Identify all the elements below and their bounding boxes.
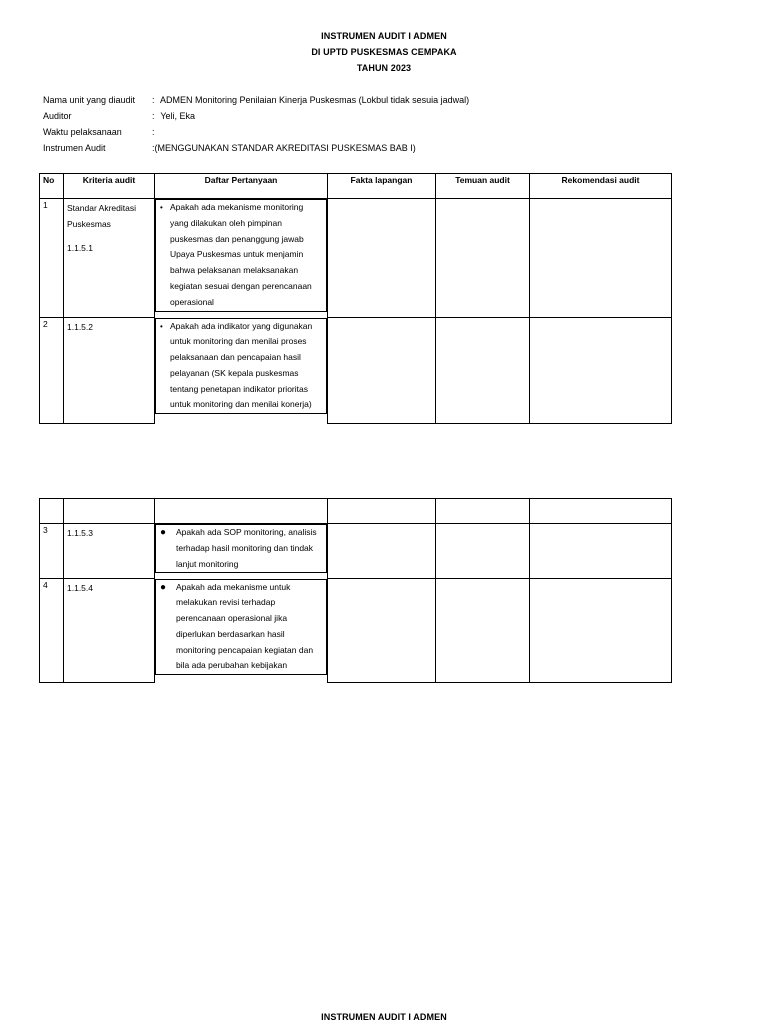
row-kriteria (64, 579, 155, 683)
header-temuan: Temuan audit (436, 174, 530, 199)
meta-label: Waktu pelaksanaan (43, 127, 122, 137)
question-text: Apakah ada mekanisme untuk melakukan revisi terhadap perencanaan operasional jika diperlukan berdasarkan hasil monitoring pencapaian kegiatan dan bila ada perubahan kebijakan (176, 581, 314, 671)
bullet-icon: • (160, 203, 163, 212)
row-temuan[interactable] (436, 199, 530, 318)
row-pertanyaan (155, 318, 327, 415)
meta-value: Yeli, Eka (158, 111, 196, 121)
row-no: 1 (40, 199, 64, 318)
row-rekomendasi[interactable] (530, 199, 672, 318)
blank-cell (64, 499, 155, 524)
question-text: Apakah ada SOP monitoring, analisis terhadap hasil monitoring dan tindak lanjut monitoring (176, 527, 317, 569)
table-blank-header-row (40, 499, 672, 524)
row-fakta[interactable] (328, 199, 436, 318)
table-row (40, 579, 672, 683)
row-temuan[interactable] (436, 318, 530, 424)
audit-table-part-2 (39, 498, 672, 683)
doc-title: INSTRUMEN AUDIT I ADMEN (321, 31, 447, 41)
bullet-icon: ● (160, 581, 167, 593)
meta-label: Nama unit yang diaudit (43, 95, 136, 105)
question-text: Apakah ada indikator yang digunakan untuk monitoring dan menilai proses pelaksanaan dan pencapaian hasil pelayanan (SK kepala puskesmas tentang penetapan indikator prioritas untuk monitoring dan menilai konerja) (170, 320, 313, 410)
footer-title: INSTRUMEN AUDIT I ADMEN (321, 1012, 447, 1022)
header-fakta: Fakta lapangan (328, 174, 436, 199)
meta-colon: : (152, 111, 155, 121)
blank-cell (436, 499, 530, 524)
row-no: 2 (40, 318, 64, 424)
blank-cell (40, 499, 64, 524)
kriteria-code: 1.1.5.1 (67, 243, 93, 253)
row-fakta[interactable] (328, 318, 436, 424)
row-pertanyaan (155, 199, 327, 312)
row-rekomendasi[interactable] (530, 318, 672, 424)
row-fakta[interactable] (328, 524, 436, 579)
row-kriteria (64, 524, 155, 579)
header-pertanyaan: Daftar Pertanyaan (155, 174, 328, 199)
doc-year: TAHUN 2023 (356, 63, 412, 73)
meta-value: (MENGGUNAKAN STANDAR AKREDITASI PUSKESMAS BAB I) (154, 143, 416, 153)
blank-cell (155, 499, 328, 524)
meta-row-instrumen (43, 143, 416, 153)
header-kriteria: Kriteria audit (64, 174, 155, 199)
meta-row-unit (43, 95, 469, 105)
table-row (40, 318, 672, 424)
row-kriteria (64, 199, 155, 318)
row-pertanyaan (155, 579, 327, 676)
kriteria-code: 1.1.5.2 (67, 322, 93, 332)
bullet-icon: • (160, 321, 163, 331)
blank-cell (328, 499, 436, 524)
row-fakta[interactable] (328, 579, 436, 683)
meta-label: Auditor (43, 111, 72, 121)
kriteria-standard: Standar Akreditasi Puskesmas (67, 203, 136, 229)
row-kriteria (64, 318, 155, 424)
bullet-icon: ● (160, 527, 167, 538)
doc-subtitle: DI UPTD PUSKESMAS CEMPAKA (311, 47, 457, 57)
blank-cell (530, 499, 672, 524)
header-rekomendasi: Rekomendasi audit (530, 174, 672, 199)
table-row (40, 199, 672, 318)
row-temuan[interactable] (436, 524, 530, 579)
meta-colon: : (152, 143, 155, 153)
audit-table-part-1 (39, 173, 672, 424)
meta-value: ADMEN Monitoring Penilaian Kinerja Puskesmas (Lokbul tidak sesuia jadwal) (158, 95, 470, 105)
table-row (40, 524, 672, 579)
question-text: Apakah ada mekanisme monitoring yang dilakukan oleh pimpinan puskesmas dan penanggung jawab Upaya Puskesmas untuk menjamin bahwa pelaksanan melaksanakan kegiatan sesuai dengan perencanaan operasional (170, 202, 312, 307)
row-temuan[interactable] (436, 579, 530, 683)
table-header-row (40, 174, 672, 199)
meta-colon: : (152, 127, 155, 137)
meta-row-auditor (43, 111, 195, 121)
row-no: 4 (40, 579, 64, 683)
kriteria-code: 1.1.5.3 (67, 528, 93, 538)
meta-label: Instrumen Audit (43, 143, 106, 153)
meta-colon: : (152, 95, 155, 105)
header-no: No (40, 174, 64, 199)
kriteria-code: 1.1.5.4 (67, 583, 93, 593)
row-rekomendasi[interactable] (530, 579, 672, 683)
row-rekomendasi[interactable] (530, 524, 672, 579)
row-pertanyaan (155, 524, 327, 573)
row-no: 3 (40, 524, 64, 579)
meta-row-waktu (43, 127, 158, 137)
